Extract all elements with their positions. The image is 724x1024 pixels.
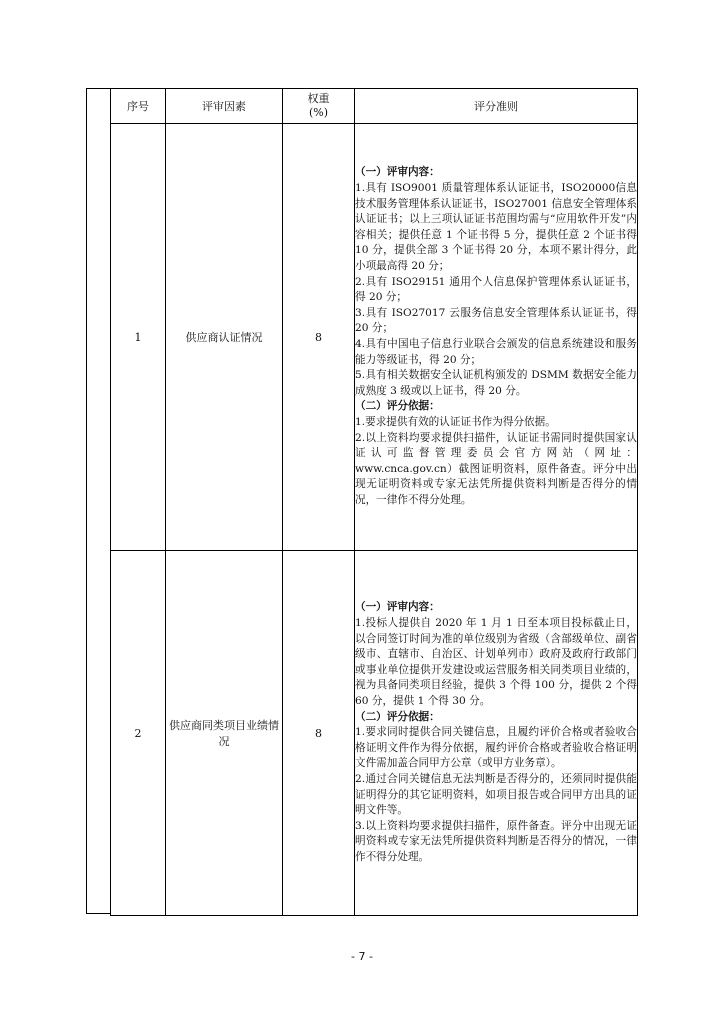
header-weight-unit: (%): [308, 106, 329, 119]
row-factor: 供应商同类项目业绩情况: [166, 551, 283, 916]
row-weight: 8: [283, 124, 355, 551]
criteria-section-heading: （一）评审内容：: [355, 601, 440, 614]
criteria-section-heading: （一）评审内容：: [355, 166, 440, 179]
scoring-table: [110, 88, 638, 916]
header-index: 序号: [111, 89, 166, 124]
header-weight: [283, 89, 355, 124]
row-criteria: [355, 124, 638, 551]
criteria-item: 1.投标人提供自 2020 年 1 月 1 日至本项目投标截止日，以合同签订时间为准的单位级别为省级（含部级单位、副省级市、直辖市、自治区、计划单列市）政府及政府行政部门或事业单位提供开发建设或运营服务相关同类项目业绩的，视为具备同类项目经验，提供 3 个得 100 分，提供 2 个得 60 分，提供 1 个得 30 分。: [355, 617, 637, 708]
row-weight: 8: [283, 551, 355, 916]
criteria-section-heading: （二）评分依据：: [355, 400, 440, 413]
header-criteria: 评分准则: [355, 89, 638, 124]
row-factor: 供应商认证情况: [166, 124, 283, 551]
criteria-item: 4.具有中国电子信息行业联合会颁发的信息系统建设和服务能力等级证书，得 20 分；: [355, 338, 637, 366]
row-index: 1: [111, 124, 166, 551]
criteria-item: 5.具有相关数据安全认证机构颁发的 DSMM 数据安全能力成熟度 3 级或以上证书，得 20 分。: [355, 369, 637, 397]
table-row: [111, 124, 638, 551]
header-weight-label: 权重: [307, 92, 330, 105]
criteria-item: 1.要求同时提供合同关键信息，且履约评价合格或者验收合格证明文件作为得分依据，履约评价合格或者验收合格证明文件需加盖合同甲方公章（或甲方业务章）。: [355, 726, 637, 770]
criteria-item: 2.通过合同关键信息无法判断是否得分的，还须同时提供能证明得分的其它证明资料，如项目报告或合同甲方出具的证明文件等。: [355, 772, 637, 817]
page-number: - 7 -: [351, 950, 373, 963]
table-header-row: [111, 89, 638, 124]
header-factor: 评审因素: [166, 89, 283, 124]
criteria-item: 2.具有 ISO29151 通用个人信息保护管理体系认证证书，得 20 分；: [355, 275, 637, 304]
criteria-section-heading: （二）评分依据：: [355, 710, 440, 723]
criteria-item: 2.以上资料均要求提供扫描件，认证证书需同时提供国家认证认可监督管理委员会官方网站（网址：www.cnca.gov.cn）截图证明资料，原件备查。评分中出现无证明资料或专家无法凭所提供资料判断是否得分的情况，一律作不得分处理。: [355, 431, 637, 506]
row-index: 2: [111, 551, 166, 916]
criteria-item: 1.要求提供有效的认证证书作为得分依据。: [355, 415, 556, 428]
table-body: [111, 124, 638, 916]
criteria-item: 3.以上资料均要求提供扫描件，原件备查。评分中出现无证明资料或专家无法凭所提供资料判断是否得分的情况，一律作不得分处理。: [355, 819, 637, 863]
criteria-item: 1.具有 ISO9001 质量管理体系认证证书，ISO20000信息技术服务管理体系认证证书，ISO27001 信息安全管理体系认证证书；以上三项认证证书范围均需与“应用软件开发”内容相关；提供任意 1 个证书得 5 分，提供任意 2 个证书得 10 分，提供全部 3 个证书得 20 分，本项不累计得分，此小项最高得 20 分；: [355, 182, 637, 273]
outer-blank-column: [86, 88, 110, 914]
row-criteria: [355, 551, 638, 916]
table-row: [111, 551, 638, 916]
criteria-item: 3.具有 ISO27017 云服务信息安全管理体系认证证书，得 20 分；: [355, 306, 637, 335]
